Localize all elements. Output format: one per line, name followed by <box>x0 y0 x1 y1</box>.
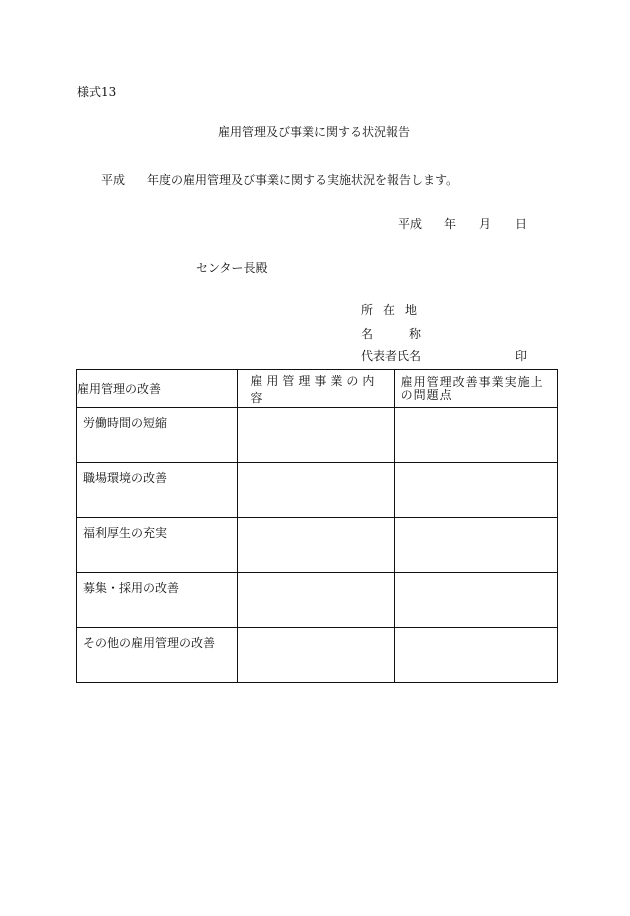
seal-label: 印 <box>515 349 528 363</box>
date-era: 平成 <box>398 217 423 231</box>
table-row <box>77 463 558 518</box>
table-row <box>77 573 558 628</box>
row-label: 職場環境の改善 <box>77 463 238 518</box>
content-cell[interactable] <box>238 408 394 463</box>
row-label: 募集・採用の改善 <box>77 573 238 628</box>
issues-cell[interactable] <box>394 408 557 463</box>
issues-cell[interactable] <box>394 518 557 573</box>
issues-cell[interactable] <box>394 573 557 628</box>
header-improvement: 雇用管理の改善 <box>77 370 238 408</box>
table-header-row <box>77 370 558 408</box>
intro-era: 平成 <box>101 173 126 187</box>
date-year: 年 <box>444 217 457 231</box>
report-table <box>76 369 558 683</box>
content-cell[interactable] <box>238 518 394 573</box>
table-row <box>77 408 558 463</box>
table-row <box>77 518 558 573</box>
representative-label: 代表者氏名 <box>361 349 422 363</box>
row-label: その他の雇用管理の改善 <box>77 628 238 683</box>
content-cell[interactable] <box>238 573 394 628</box>
content-cell[interactable] <box>238 628 394 683</box>
date-month: 月 <box>479 217 492 231</box>
addressee: センター長殿 <box>196 261 268 275</box>
document-title: 雇用管理及び事業に関する状況報告 <box>218 125 411 139</box>
issues-cell[interactable] <box>394 628 557 683</box>
address-label: 所在地 <box>361 303 428 317</box>
content-cell[interactable] <box>238 463 394 518</box>
intro-text: 年度の雇用管理及び事業に関する実施状況を報告します。 <box>147 173 459 187</box>
name-label: 名 <box>361 327 374 341</box>
date-day: 日 <box>515 217 528 231</box>
row-label: 労働時間の短縮 <box>77 408 238 463</box>
name-label-suffix: 称 <box>409 327 422 341</box>
table-row <box>77 628 558 683</box>
header-content: 雇用管理事業の内容 <box>238 370 394 408</box>
row-label: 福利厚生の充実 <box>77 518 238 573</box>
issues-cell[interactable] <box>394 463 557 518</box>
header-issues: 雇用管理改善事業実施上の問題点 <box>394 370 557 408</box>
form-number: 様式13 <box>77 85 117 99</box>
